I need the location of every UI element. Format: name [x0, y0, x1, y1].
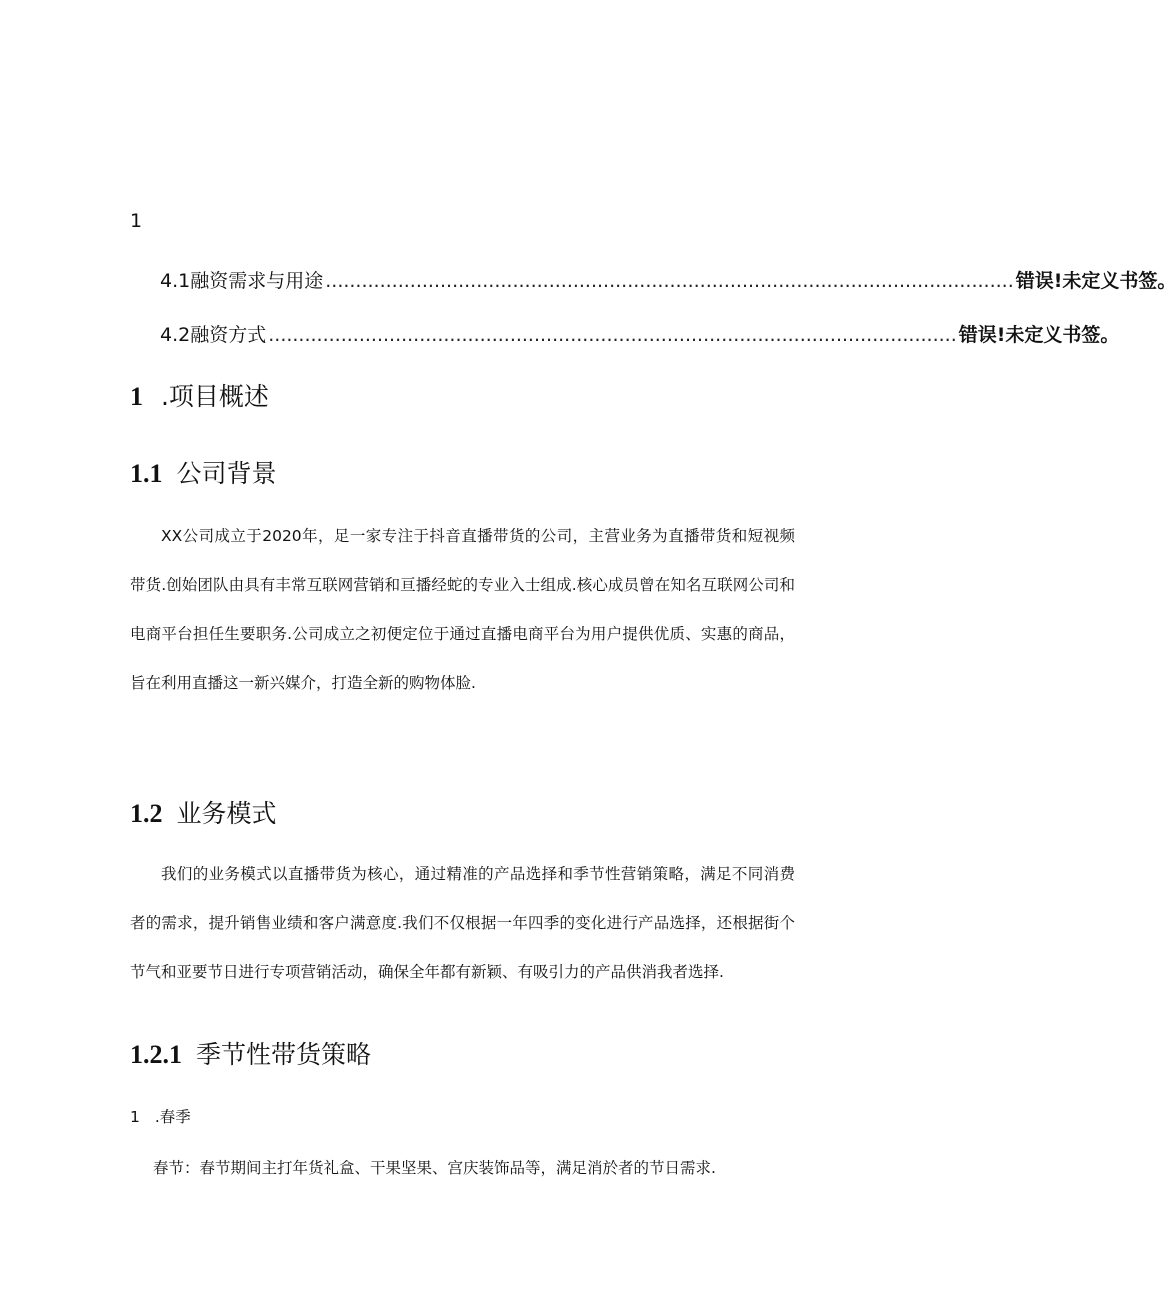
toc-item[interactable] [160, 320, 1120, 350]
section-1-2-heading [130, 794, 277, 830]
company-background-paragraph: XX公司成立于2020年，足一家专注于抖音直播带货的公司，主营业务为直播带货和短视频带货.创始团队由具有丰常互联网营销和亘播经蛇的专业入士组成.核心成员曾在知名互联网公司和电商平台担任生要职务.公司成立之初便定位于通过直播电商平台为用户提供优质、实惠的商品，旨在利用直播这一新兴媒介，打造全新的购物体脸. [130, 527, 795, 692]
section-1-2-1-heading [130, 1035, 371, 1071]
toc-item-page: 错误!未定义书签。 [958, 324, 1120, 346]
section-1-heading [130, 377, 269, 413]
section-number: 1.2 [130, 799, 163, 828]
toc-leader-dots: .................................................................................................................. [325, 270, 1014, 292]
section-1-1-heading [130, 454, 277, 490]
list-number: 1 [130, 1108, 140, 1126]
list-title: .春季 [154, 1108, 191, 1126]
business-model-paragraph: 我们的业务模式以直播带货为核心，通过精准的产品选择和季节性营销策略，满足不同消费者的需求，提升销售业绩和客户满意度.我们不仅根据一年四季的变化进行产品选择，还根据街个节气和亚要节日进行专项营销活动，确保全年都有新颖、有吸引力的产品供消我者选择. [130, 865, 795, 981]
toc-page-number: 1 [130, 210, 143, 232]
spring-festival-line: 春节：春节期间主打年货礼盒、干果坚果、宫庆装饰品等，满足消於者的节日需求. [153, 1159, 716, 1177]
section-number: 1.1 [130, 459, 163, 488]
section-number: 1.2.1 [130, 1040, 182, 1069]
toc-item-title: 融资需求与用途 [190, 270, 324, 292]
section-number: 1 [130, 382, 143, 411]
toc-item-number: 4.2 [160, 324, 191, 346]
section-title: 季节性带货策略 [196, 1040, 372, 1069]
toc-item-number: 4.1 [160, 270, 191, 292]
list-item-spring [130, 1105, 191, 1127]
section-title: 公司背景 [176, 459, 277, 488]
toc-item-page: 错误!未定义书签。 [1015, 270, 1176, 292]
section-title: 业务模式 [176, 799, 277, 828]
toc-item[interactable] [160, 266, 1176, 296]
toc-leader-dots: .................................................................................................................. [268, 324, 957, 346]
section-title: .项目概述 [160, 382, 269, 411]
toc-item-title: 融资方式 [190, 324, 267, 346]
